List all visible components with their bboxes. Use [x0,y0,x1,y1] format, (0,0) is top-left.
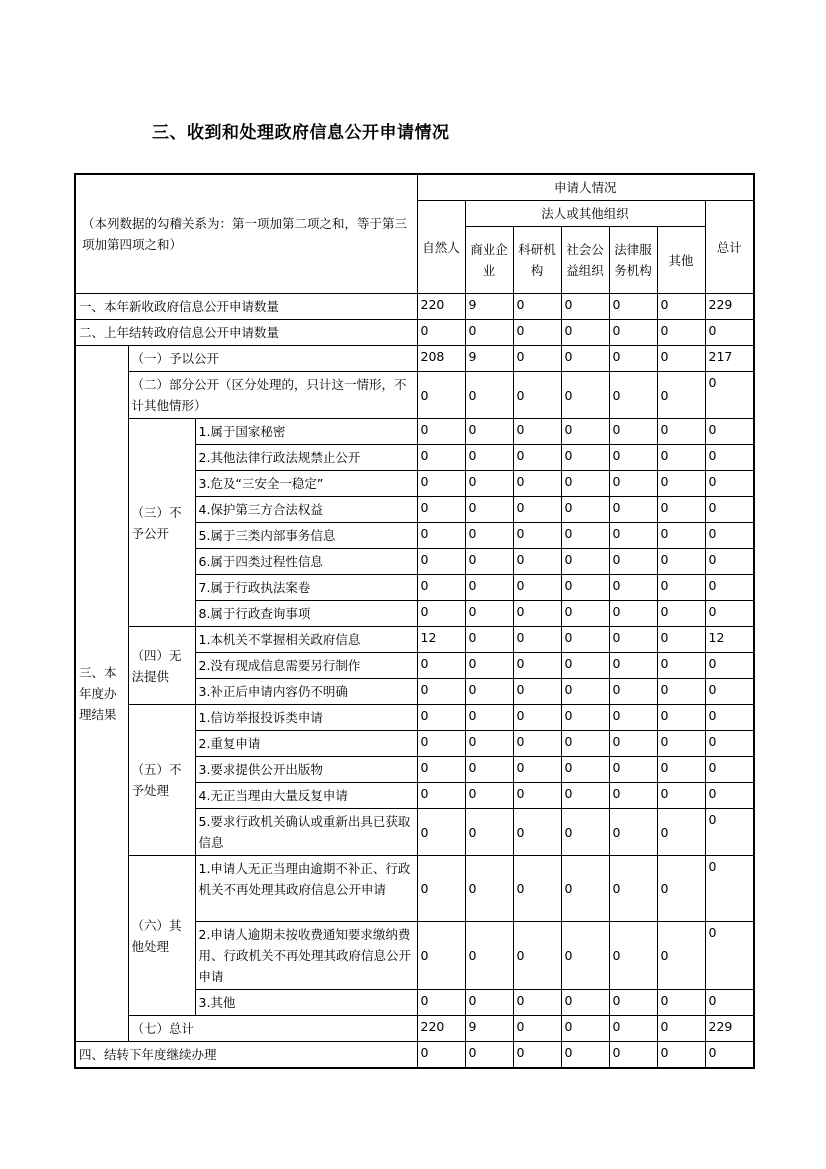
table-row [75,705,754,731]
value-cell: 0 [657,575,705,601]
value-cell: 0 [465,601,513,627]
value-cell: 0 [465,990,513,1016]
value-cell: 0 [609,575,657,601]
value-cell: 0 [561,445,609,471]
info-disclosure-table [74,173,755,1069]
value-cell: 0 [513,922,561,990]
value-cell: 9 [465,346,513,372]
value-cell: 0 [513,419,561,445]
value-cell: 0 [513,372,561,419]
value-cell: 0 [465,783,513,809]
value-cell: 0 [417,757,465,783]
value-cell: 0 [705,575,754,601]
natural-person-header: 自然人 [417,201,465,294]
value-cell: 0 [465,549,513,575]
table-row [75,419,754,445]
total-header: 总计 [705,201,754,294]
item-label: 4.保护第三方合法权益 [195,497,417,523]
value-cell: 0 [609,549,657,575]
value-cell: 0 [609,523,657,549]
value-cell: 0 [657,731,705,757]
table-row [75,627,754,653]
item-label: 1.本机关不掌握相关政府信息 [195,627,417,653]
value-cell: 0 [657,372,705,419]
item-label: 8.属于行政查询事项 [195,601,417,627]
value-cell: 0 [513,653,561,679]
value-cell: 0 [465,757,513,783]
social-header: 社会公益组织 [561,227,609,294]
value-cell: 0 [609,783,657,809]
value-cell: 12 [417,627,465,653]
item-label: 3.其他 [195,990,417,1016]
value-cell: 0 [417,990,465,1016]
value-cell: 0 [609,627,657,653]
value-cell: 0 [705,419,754,445]
value-cell: 0 [417,653,465,679]
value-cell: 0 [657,294,705,320]
value-cell: 0 [705,731,754,757]
value-cell: 0 [609,809,657,856]
value-cell: 0 [561,471,609,497]
value-cell: 0 [609,856,657,922]
value-cell: 0 [465,731,513,757]
value-cell: 0 [561,809,609,856]
value-cell: 0 [657,922,705,990]
value-cell: 0 [465,419,513,445]
value-cell: 0 [705,471,754,497]
value-cell: 220 [417,294,465,320]
applicant-header: 申请人情况 [417,174,754,201]
item-label: 6.属于四类过程性信息 [195,549,417,575]
value-cell: 0 [561,346,609,372]
value-cell: 0 [417,705,465,731]
value-cell: 0 [609,372,657,419]
value-cell: 0 [465,1042,513,1069]
value-cell: 0 [657,757,705,783]
value-cell: 0 [705,601,754,627]
value-cell: 0 [561,1016,609,1042]
value-cell: 208 [417,346,465,372]
group-label: （四）无法提供 [128,627,195,705]
value-cell: 0 [561,419,609,445]
value-cell: 0 [417,575,465,601]
value-cell: 0 [561,601,609,627]
value-cell: 0 [705,856,754,922]
value-cell: 0 [657,653,705,679]
value-cell: 0 [657,783,705,809]
value-cell: 0 [561,523,609,549]
value-cell: 0 [657,679,705,705]
value-cell: 0 [657,419,705,445]
value-cell: 0 [561,783,609,809]
value-cell: 0 [513,731,561,757]
value-cell: 0 [417,731,465,757]
value-cell: 0 [609,990,657,1016]
value-cell: 0 [465,445,513,471]
value-cell: 0 [705,705,754,731]
value-cell: 0 [513,809,561,856]
value-cell: 0 [513,856,561,922]
value-cell: 0 [561,320,609,346]
business-header: 商业企业 [465,227,513,294]
value-cell: 0 [609,346,657,372]
value-cell: 0 [657,471,705,497]
value-cell: 0 [417,1042,465,1069]
value-cell: 0 [561,294,609,320]
section3-label: 三、本年度办理结果 [75,346,128,1042]
value-cell: 0 [465,856,513,922]
value-cell: 0 [705,809,754,856]
value-cell: 0 [657,990,705,1016]
value-cell: 0 [465,497,513,523]
value-cell: 0 [561,372,609,419]
value-cell: 0 [705,679,754,705]
row-label: （七）总计 [128,1016,417,1042]
value-cell: 0 [705,445,754,471]
value-cell: 0 [561,757,609,783]
value-cell: 0 [657,549,705,575]
item-label: 2.重复申请 [195,731,417,757]
item-label: 5.属于三类内部事务信息 [195,523,417,549]
row-label: 一、本年新收政府信息公开申请数量 [75,294,417,320]
table-row [75,372,754,419]
value-cell: 0 [705,549,754,575]
other-header: 其他 [657,227,705,294]
value-cell: 0 [513,575,561,601]
item-label: 4.无正当理由大量反复申请 [195,783,417,809]
value-cell: 0 [513,497,561,523]
table-row [75,346,754,372]
value-cell: 0 [561,990,609,1016]
row-label: （一）予以公开 [128,346,417,372]
item-label: 5.要求行政机关确认或重新出具已获取信息 [195,809,417,856]
value-cell: 0 [657,601,705,627]
value-cell: 0 [417,601,465,627]
value-cell: 0 [417,419,465,445]
value-cell: 0 [657,809,705,856]
value-cell: 0 [417,856,465,922]
value-cell: 0 [609,471,657,497]
value-cell: 0 [609,601,657,627]
group-label: （五）不予处理 [128,705,195,856]
value-cell: 0 [657,320,705,346]
value-cell: 0 [561,705,609,731]
row-label: 四、结转下年度继续办理 [75,1042,417,1069]
legal-group-header: 法人或其他组织 [465,201,705,227]
item-label: 2.其他法律行政法规禁止公开 [195,445,417,471]
value-cell: 0 [609,445,657,471]
value-cell: 0 [705,783,754,809]
value-cell: 0 [657,1042,705,1069]
value-cell: 0 [417,372,465,419]
value-cell: 0 [513,627,561,653]
value-cell: 229 [705,294,754,320]
value-cell: 0 [657,1016,705,1042]
value-cell: 0 [465,653,513,679]
value-cell: 0 [705,523,754,549]
value-cell: 0 [657,705,705,731]
value-cell: 0 [657,346,705,372]
value-cell: 0 [465,679,513,705]
law-header: 法律服务机构 [609,227,657,294]
value-cell: 0 [417,497,465,523]
value-cell: 0 [417,783,465,809]
table-row [75,320,754,346]
value-cell: 0 [513,783,561,809]
value-cell: 0 [609,679,657,705]
value-cell: 0 [561,497,609,523]
table-row [75,294,754,320]
value-cell: 0 [513,523,561,549]
item-label: 3.补正后申请内容仍不明确 [195,679,417,705]
value-cell: 0 [609,1042,657,1069]
value-cell: 0 [609,922,657,990]
value-cell: 0 [705,1042,754,1069]
value-cell: 0 [465,372,513,419]
value-cell: 0 [609,320,657,346]
value-cell: 0 [561,1042,609,1069]
relation-note: （本列数据的勾稽关系为：第一项加第二项之和，等于第三项加第四项之和） [75,174,417,294]
value-cell: 0 [513,679,561,705]
table-row [75,856,754,922]
value-cell: 0 [609,1016,657,1042]
item-label: 3.要求提供公开出版物 [195,757,417,783]
value-cell: 0 [513,1042,561,1069]
value-cell: 0 [609,705,657,731]
value-cell: 229 [705,1016,754,1042]
value-cell: 0 [705,922,754,990]
value-cell: 0 [417,549,465,575]
value-cell: 9 [465,1016,513,1042]
value-cell: 0 [513,757,561,783]
value-cell: 0 [561,653,609,679]
value-cell: 12 [705,627,754,653]
value-cell: 0 [705,320,754,346]
value-cell: 0 [417,922,465,990]
value-cell: 0 [513,705,561,731]
value-cell: 0 [465,575,513,601]
table-row [75,1042,754,1069]
value-cell: 0 [513,990,561,1016]
value-cell: 0 [417,679,465,705]
value-cell: 0 [609,497,657,523]
value-cell: 220 [417,1016,465,1042]
value-cell: 0 [561,575,609,601]
item-label: 2.申请人逾期未按收费通知要求缴纳费用、行政机关不再处理其政府信息公开申请 [195,922,417,990]
item-label: 1.属于国家秘密 [195,419,417,445]
value-cell: 0 [705,372,754,419]
value-cell: 0 [705,990,754,1016]
value-cell: 0 [465,922,513,990]
value-cell: 0 [513,346,561,372]
value-cell: 0 [705,757,754,783]
value-cell: 0 [513,471,561,497]
item-label: 1.申请人无正当理由逾期不补正、行政机关不再处理其政府信息公开申请 [195,856,417,922]
value-cell: 0 [609,653,657,679]
value-cell: 0 [561,922,609,990]
value-cell: 0 [513,1016,561,1042]
row-label: 二、上年结转政府信息公开申请数量 [75,320,417,346]
value-cell: 0 [465,809,513,856]
value-cell: 0 [513,320,561,346]
value-cell: 0 [705,497,754,523]
value-cell: 0 [417,320,465,346]
value-cell: 0 [513,294,561,320]
value-cell: 0 [561,679,609,705]
item-label: 3.危及“三安全一稳定” [195,471,417,497]
value-cell: 217 [705,346,754,372]
value-cell: 0 [609,419,657,445]
research-header: 科研机构 [513,227,561,294]
value-cell: 0 [657,497,705,523]
value-cell: 0 [657,856,705,922]
value-cell: 0 [417,809,465,856]
value-cell: 0 [465,705,513,731]
value-cell: 0 [657,445,705,471]
value-cell: 0 [609,294,657,320]
value-cell: 0 [465,471,513,497]
group-label: （六）其他处理 [128,856,195,1016]
value-cell: 0 [561,856,609,922]
value-cell: 0 [561,549,609,575]
value-cell: 0 [417,471,465,497]
value-cell: 0 [465,523,513,549]
group-label: （三）不予公开 [128,419,195,627]
item-label: 1.信访举报投诉类申请 [195,705,417,731]
value-cell: 0 [465,627,513,653]
value-cell: 0 [609,757,657,783]
item-label: 2.没有现成信息需要另行制作 [195,653,417,679]
value-cell: 0 [465,320,513,346]
value-cell: 0 [657,627,705,653]
value-cell: 0 [609,731,657,757]
value-cell: 9 [465,294,513,320]
item-label: 7.属于行政执法案卷 [195,575,417,601]
value-cell: 0 [513,549,561,575]
value-cell: 0 [705,653,754,679]
value-cell: 0 [561,627,609,653]
page-title: 三、收到和处理政府信息公开申请情况 [152,123,450,143]
value-cell: 0 [657,523,705,549]
value-cell: 0 [417,445,465,471]
row-label: （二）部分公开（区分处理的，只计这一情形，不计其他情形） [128,372,417,419]
value-cell: 0 [561,731,609,757]
table-row [75,1016,754,1042]
value-cell: 0 [513,601,561,627]
value-cell: 0 [513,445,561,471]
value-cell: 0 [417,523,465,549]
